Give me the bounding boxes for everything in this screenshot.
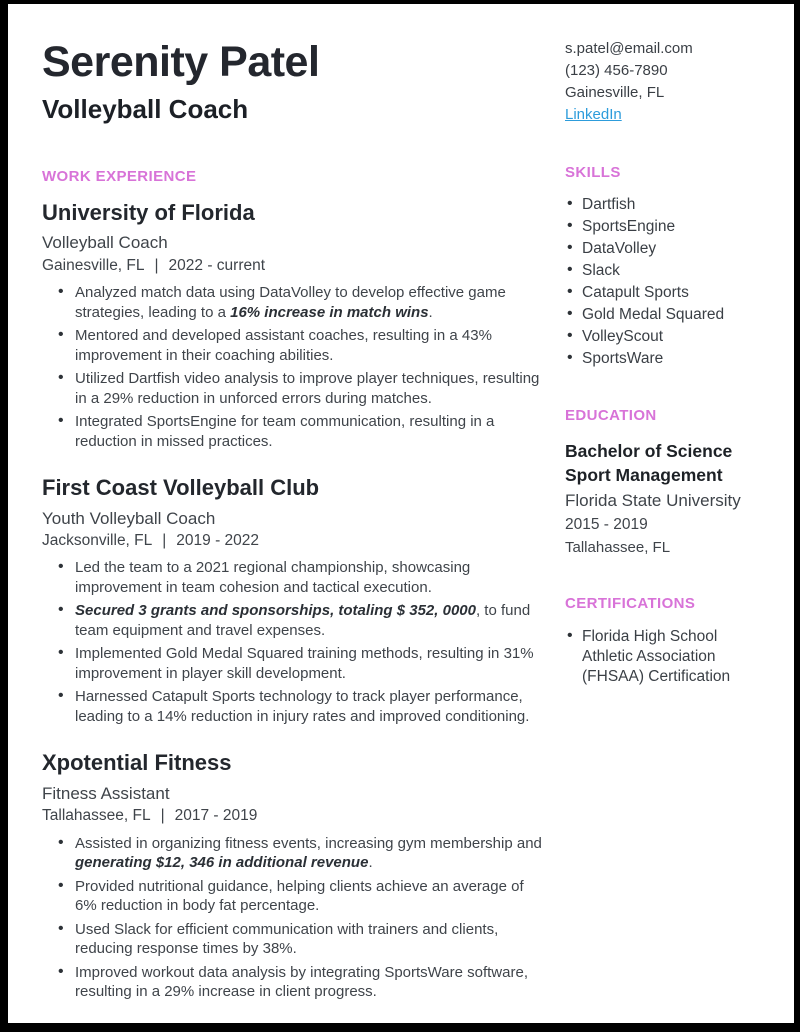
certifications-heading: CERTIFICATIONS: [565, 595, 696, 612]
bullet-text: Led the team to a 2021 regional championship, showcasing improvement in team cohesion and tactical execution.: [75, 559, 471, 596]
bullet-text: .: [368, 854, 373, 872]
bullet-item: [42, 283, 542, 322]
bullet-emphasis: Secured 3 grants and sponsorships, totaling $ 352, 0000: [75, 602, 476, 620]
job-dates: 2017 - 2019: [174, 807, 258, 825]
certifications-list: [565, 627, 768, 687]
job-meta: [42, 531, 542, 551]
meta-separator: |: [154, 257, 159, 275]
bullet-item: [42, 412, 542, 451]
skill-item: • Dartfish: [565, 196, 768, 213]
job-bullet-list: [42, 834, 542, 1002]
education-school: Florida State University: [565, 491, 741, 510]
job-entry-first-coast-volleyball-club: [42, 475, 542, 726]
skill-item: • DataVolley: [565, 240, 768, 257]
bullet-text: .: [428, 303, 433, 321]
skill-item: • Catapult Sports: [565, 284, 768, 301]
job-location: Jacksonville, FL: [42, 532, 153, 550]
job-meta: [42, 806, 542, 826]
job-bullet-list: [42, 558, 542, 726]
education-heading: EDUCATION: [565, 407, 657, 424]
skills-list: [565, 196, 768, 367]
company-name: University of Florida: [42, 200, 255, 225]
bullet-item: [42, 920, 542, 959]
job-role: Fitness Assistant: [42, 783, 170, 803]
bullet-item: [42, 834, 542, 873]
bullet-item: [42, 601, 542, 640]
bullet-text: Implemented Gold Medal Squared training methods, resulting in 31% improvement in player skill development.: [75, 645, 534, 682]
bullet-emphasis: generating $12, 346 in additional revenue: [75, 854, 369, 872]
contact-location: Gainesville, FL: [565, 84, 665, 101]
skill-item: • Gold Medal Squared: [565, 306, 768, 323]
skill-item: • SportsEngine: [565, 218, 768, 235]
contact-email: s.patel@email.com: [565, 40, 693, 57]
bullet-item: [42, 644, 542, 683]
company-name: Xpotential Fitness: [42, 750, 232, 776]
skills-section: [565, 164, 768, 367]
education-degree: Bachelor of Science: [565, 441, 733, 461]
bullet-item: [42, 369, 542, 408]
skills-heading: SKILLS: [565, 164, 621, 181]
job-role: Volleyball Coach: [42, 233, 168, 253]
company-name: First Coast Volleyball Club: [42, 475, 320, 501]
left-column: [42, 36, 542, 1023]
bullet-text: Provided nutritional guidance, helping clients achieve an average of 6% reduction in body fat percentage.: [75, 877, 524, 915]
contact-block: [565, 36, 768, 164]
education-section: [565, 407, 768, 559]
job-role: Youth Volleyball Coach: [42, 508, 216, 528]
candidate-title: Volleyball Coach: [42, 94, 249, 125]
bullet-text: Harnessed Catapult Sports technology to track player performance, leading to a 14% reduction in injury rates and improved conditioning.: [75, 688, 530, 725]
bullet-text: Integrated SportsEngine for team communication, resulting in a reduction in missed practices.: [75, 413, 495, 450]
skill-item: • Slack: [565, 262, 768, 279]
bullet-text: Utilized Dartfish video analysis to improve player techniques, resulting in a 29% reduction in unforced errors during matches.: [75, 370, 540, 407]
bullet-item: [42, 558, 542, 597]
education-location: Tallahassee, FL: [565, 539, 671, 556]
job-location: Gainesville, FL: [42, 257, 145, 275]
work-experience-heading: WORK EXPERIENCE: [42, 168, 197, 185]
bullet-text: Used Slack for efficient communication with trainers and clients, reducing response times by 38%.: [75, 920, 499, 958]
education-major: Sport Management: [565, 465, 723, 485]
certification-item: • Florida High School Athletic Association (FHSAA) Certification: [565, 627, 768, 687]
job-dates: 2022 - current: [168, 257, 266, 275]
job-location: Tallahassee, FL: [42, 807, 151, 825]
bullet-text: Improved workout data analysis by integrating SportsWare software, resulting in a 29% increase in client progress.: [75, 963, 528, 1001]
certifications-section: [565, 595, 768, 687]
linkedin-link[interactable]: LinkedIn: [565, 106, 622, 123]
bullet-item: [42, 326, 542, 365]
bullet-text: Analyzed match data using DataVolley to develop effective game strategies, leading to a: [75, 284, 506, 321]
candidate-name: Serenity Patel: [42, 38, 320, 86]
job-dates: 2019 - 2022: [176, 532, 260, 550]
work-experience-section: [42, 168, 542, 1002]
contact-phone: (123) 456-7890: [565, 62, 668, 79]
bullet-item: [42, 877, 542, 916]
job-entry-university-of-florida: [42, 200, 542, 451]
bullet-text: , to fund team equipment and travel expenses.: [75, 602, 531, 639]
job-entry-xpotential-fitness: [42, 750, 542, 1001]
bullet-emphasis: 16% increase in match wins: [230, 303, 429, 321]
bullet-item: [42, 963, 542, 1002]
meta-separator: |: [162, 532, 167, 550]
skill-item: • SportsWare: [565, 350, 768, 367]
job-bullet-list: [42, 283, 542, 451]
meta-separator: |: [160, 807, 165, 825]
skill-item: • VolleyScout: [565, 328, 768, 345]
right-column: [565, 36, 768, 1023]
contact-linkedin-row: [565, 104, 768, 126]
identity-header: [42, 40, 542, 168]
bullet-text: Assisted in organizing fitness events, increasing gym membership and: [75, 834, 542, 852]
bullet-text: Mentored and developed assistant coaches, resulting in a 43% improvement in their coaching abilities.: [75, 327, 492, 364]
job-meta: [42, 256, 542, 276]
bullet-item: [42, 687, 542, 726]
education-dates: 2015 - 2019: [565, 516, 648, 533]
